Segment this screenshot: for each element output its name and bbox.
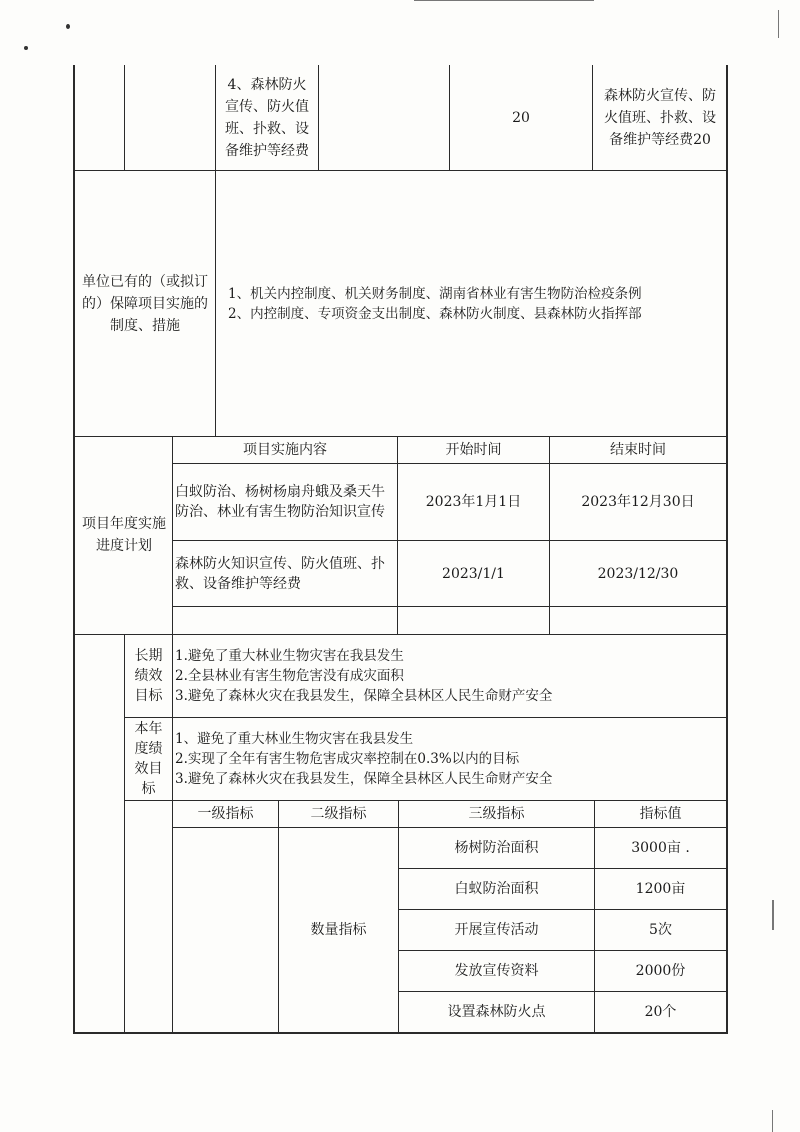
indicator-header-level3 (399, 801, 594, 827)
schedule-label: 项目年度实施进度计划 (82, 516, 166, 554)
indicator-header-text: 二级指标 (310, 806, 367, 822)
fund-note: 森林防火宣传、防火值班、扑救、设备维护等经费20 (604, 88, 716, 148)
long-goal-label-cell (125, 635, 172, 717)
year-goal-content (175, 718, 725, 800)
indicator-name (399, 992, 594, 1032)
indicator-value-text: 3000亩 . (631, 840, 690, 856)
scan-edge-line (772, 1110, 773, 1132)
indicator-header-text: 一级指标 (197, 806, 254, 822)
schedule-end-text: 2023年12月30日 (581, 494, 695, 510)
long-goal-line: 1.避免了重大林业生物灾害在我县发生 (175, 648, 404, 664)
year-goal-line: 3.避免了森林火灾在我县发生，保障全县林区人民生命财产安全 (175, 771, 553, 787)
indicator-name (399, 951, 594, 991)
table-border-right (726, 65, 728, 1033)
measures-line: 1、机关内控制度、机关财务制度、湖南省林业有害生物防治检疫条例 (228, 285, 642, 302)
scan-speck (24, 46, 28, 50)
indicator-name-text: 白蚁防治面积 (454, 881, 539, 897)
grid-line (215, 170, 216, 437)
fund-note-cell (594, 68, 726, 168)
schedule-row-start (398, 541, 549, 606)
indicator-value (595, 869, 726, 909)
indicator-level2-cell (279, 828, 398, 1032)
long-goal-content (175, 635, 725, 717)
schedule-header-end (550, 437, 726, 463)
fund-amount-cell (450, 68, 592, 168)
indicator-value-text: 20个 (644, 1004, 677, 1020)
indicator-value (595, 910, 726, 950)
grid-line (318, 65, 319, 170)
indicator-name (399, 910, 594, 950)
grid-line (172, 634, 173, 1032)
schedule-content-text: 森林防火知识宣传、防火值班、扑救、设备维护等经费 (175, 555, 385, 592)
schedule-header-text: 项目实施内容 (243, 442, 327, 458)
indicator-value (595, 992, 726, 1032)
year-goal-label-cell (125, 718, 172, 800)
year-goal-label: 本年度绩效目标 (134, 721, 163, 797)
indicator-name (399, 828, 594, 868)
schedule-row-end (550, 464, 726, 540)
table-border-bottom (73, 1032, 728, 1034)
long-goal-label: 长期绩效目标 (134, 648, 163, 704)
indicator-name-text: 发放宣传资料 (454, 963, 539, 979)
grid-line (124, 65, 125, 170)
scan-edge-line (414, 0, 594, 1)
measures-label: 单位已有的（或拟订的）保障项目实施的制度、措施 (82, 273, 208, 334)
indicator-value-text: 1200亩 (635, 881, 686, 897)
schedule-start-text: 2023/1/1 (442, 565, 505, 582)
schedule-row-start (398, 464, 549, 540)
schedule-row-end (550, 541, 726, 606)
indicator-name-text: 杨树防治面积 (454, 840, 539, 856)
indicator-value (595, 951, 726, 991)
indicator-name (399, 869, 594, 909)
indicator-name-text: 开展宣传活动 (454, 922, 539, 938)
grid-line (215, 65, 216, 170)
measures-content-cell (228, 172, 724, 435)
year-goal-line: 2.实现了全年有害生物危害成灾率控制在0.3%以内的目标 (175, 751, 520, 767)
grid-line (73, 170, 727, 171)
indicator-value-text: 5次 (649, 922, 672, 938)
grid-line (172, 606, 727, 607)
schedule-start-text: 2023年1月1日 (425, 494, 522, 510)
indicator-header-level1 (173, 801, 278, 827)
scan-edge-line (772, 900, 774, 930)
scan-edge-line (778, 10, 779, 38)
fund-amount: 20 (512, 110, 530, 126)
schedule-header-start (398, 437, 549, 463)
schedule-header-text: 开始时间 (445, 442, 502, 458)
schedule-end-text: 2023/12/30 (597, 565, 679, 582)
scan-speck (66, 24, 70, 29)
indicator-header-level2 (279, 801, 398, 827)
schedule-row-content (175, 464, 395, 540)
schedule-content-text: 白蚁防治、杨树杨扇舟蛾及桑天牛防治、林业有害生物防治知识宣传 (175, 484, 385, 520)
indicator-header-text: 三级指标 (468, 806, 525, 822)
year-goal-line: 1、避免了重大林业生物灾害在我县发生 (175, 731, 414, 747)
long-goal-line: 3.避免了森林火灾在我县发生，保障全县林区人民生命财产安全 (175, 688, 553, 704)
grid-line (172, 436, 173, 634)
schedule-row-content (175, 541, 395, 606)
schedule-header-text: 结束时间 (610, 442, 666, 458)
indicator-name-text: 设置森林防火点 (447, 1004, 546, 1020)
fund-item-cell (217, 68, 317, 168)
measures-label-cell (76, 172, 214, 435)
indicator-header-text: 指标值 (639, 806, 682, 822)
schedule-label-cell (76, 437, 172, 633)
long-goal-line: 2.全县林业有害生物危害没有成灾面积 (175, 668, 404, 684)
table-border-left (73, 65, 75, 1033)
indicator-value (595, 828, 726, 868)
schedule-header-content (173, 437, 397, 463)
indicator-value-text: 2000份 (635, 963, 686, 979)
measures-line: 2、内控制度、专项资金支出制度、森林防火制度、县森林防火指挥部 (228, 305, 642, 322)
grid-line (592, 65, 593, 170)
indicator-header-value (595, 801, 726, 827)
indicator-level2-text: 数量指标 (310, 922, 367, 938)
fund-item-text: 4、森林防火宣传、防火值班、扑救、设备维护等经费 (225, 77, 309, 159)
